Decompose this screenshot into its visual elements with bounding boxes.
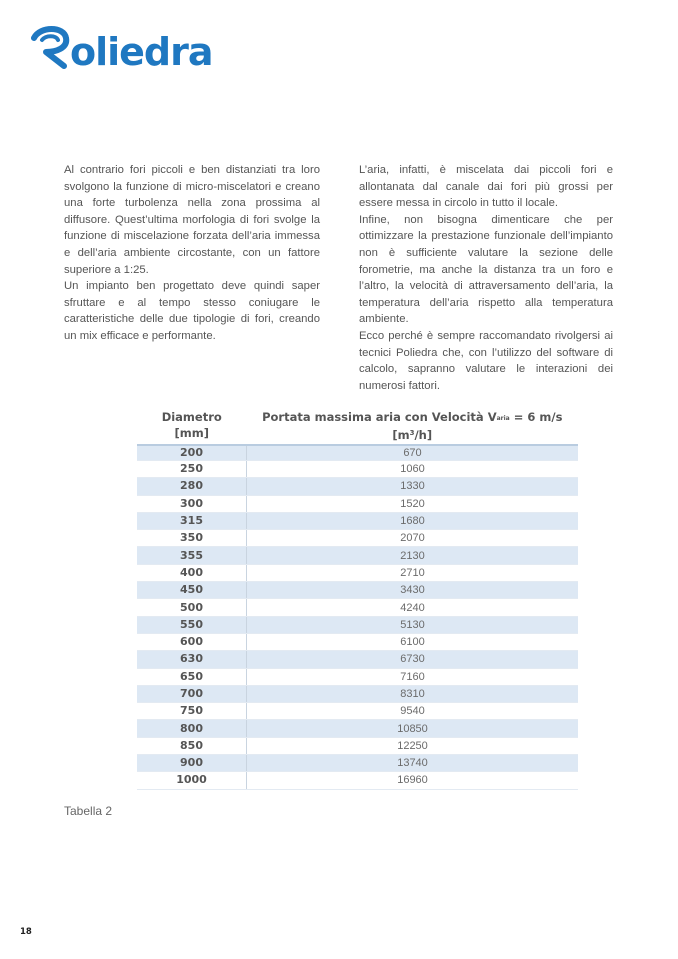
table-row (137, 633, 578, 650)
table-row (137, 651, 578, 668)
table-row (137, 445, 578, 461)
diametro-cell: 900 (137, 755, 247, 772)
portata-cell: 1330 (247, 478, 579, 495)
diametro-cell: 550 (137, 616, 247, 633)
table-row (137, 530, 578, 547)
portata-cell: 12250 (247, 737, 579, 754)
paragraph: Un impianto ben progettato deve quindi saper sfruttare e al tempo stesso coniugare le caratteristiche delle due tipologie di fori, creando un mix efficace e performante. (64, 280, 320, 342)
diametro-cell: 200 (137, 445, 247, 461)
table-row (137, 737, 578, 754)
table-row (137, 755, 578, 772)
portata-cell: 7160 (247, 668, 579, 685)
paragraph: Al contrario fori piccoli e ben distanziati tra loro svolgono la funzione di micro-miscelatori e creano una forte turbolenza nella zona prossima al diffusore. Quest’ultima morfologia di fori svolge la funzione di miscelazione forzata dell’aria immessa e dell’aria ambiente circostante, con un fattore superiore a 1:25. (64, 164, 320, 276)
airflow-table (137, 410, 578, 790)
table-row (137, 720, 578, 737)
table-row (137, 599, 578, 616)
table-row (137, 685, 578, 702)
header-diametro-unit: [mm] (174, 426, 209, 440)
portata-cell: 8310 (247, 685, 579, 702)
header-portata: Portata massima aria con Velocità $V_{aria} = 6$ m/s (262, 410, 563, 424)
diametro-cell: 630 (137, 651, 247, 668)
left-text-column (64, 162, 320, 345)
diametro-cell: 450 (137, 582, 247, 599)
table-row (137, 478, 578, 495)
portata-cell: 1520 (247, 495, 579, 512)
diametro-cell: 300 (137, 495, 247, 512)
table-row (137, 495, 578, 512)
table-row (137, 564, 578, 581)
portata-cell: 670 (247, 445, 579, 461)
portata-cell: 3430 (247, 582, 579, 599)
page-number: 18 (20, 927, 32, 937)
table-row (137, 547, 578, 564)
diametro-cell: 350 (137, 530, 247, 547)
svg-text:oliedra: oliedra (70, 30, 213, 70)
table-row (137, 668, 578, 685)
table-row (137, 703, 578, 720)
paragraph: Ecco perché è sempre raccomandato rivolgersi ai tecnici Poliedra che, con l’utilizzo del software di calcolo, sapranno valutare le interazioni dei numerosi fattori. (359, 329, 613, 392)
diametro-cell: 600 (137, 633, 247, 650)
diametro-cell: 355 (137, 547, 247, 564)
diametro-cell: 250 (137, 461, 247, 478)
paragraph: Infine, non bisogna dimenticare che per ottimizzare la prestazione funzionale dell’impianto non è sufficiente valutare la sezione delle forometrie, ma anche la distanza tra un foro e l’altro, la velocità di attraversamento dell’aria, la temperatura dell’aria rispetto alla temperatura ambiente. (359, 213, 613, 326)
brand-logo (30, 22, 220, 70)
diametro-cell: 315 (137, 512, 247, 529)
header-diametro: Diametro (161, 410, 222, 424)
portata-cell: 1680 (247, 512, 579, 529)
diametro-cell: 750 (137, 703, 247, 720)
portata-cell: 6730 (247, 651, 579, 668)
portata-cell: 2070 (247, 530, 579, 547)
portata-cell: 6100 (247, 633, 579, 650)
header-portata-unit: $[m^3/h]$ (392, 428, 433, 442)
portata-cell: 16960 (247, 772, 579, 789)
table-row (137, 772, 578, 789)
portata-cell: 1060 (247, 461, 579, 478)
table-header-row (137, 410, 578, 426)
diametro-cell: 500 (137, 599, 247, 616)
table-header-units-row (137, 426, 578, 445)
diametro-cell: 650 (137, 668, 247, 685)
table-caption: Tabella 2 (64, 804, 113, 818)
table-row (137, 582, 578, 599)
portata-cell: 2710 (247, 564, 579, 581)
portata-cell: 9540 (247, 703, 579, 720)
portata-cell: 13740 (247, 755, 579, 772)
table-row (137, 616, 578, 633)
diametro-cell: 1000 (137, 772, 247, 789)
paragraph: L’aria, infatti, è miscelata dai piccoli fori e allontanata dal canale dai fori più grossi per essere messa in circolo in tutto il locale. (359, 164, 613, 210)
portata-cell: 10850 (247, 720, 579, 737)
diametro-cell: 850 (137, 737, 247, 754)
diametro-cell: 400 (137, 564, 247, 581)
portata-cell: 5130 (247, 616, 579, 633)
portata-cell: 2130 (247, 547, 579, 564)
portata-cell: 4240 (247, 599, 579, 616)
diametro-cell: 280 (137, 478, 247, 495)
table-row (137, 512, 578, 529)
roliedra-logo-icon (30, 22, 220, 70)
table-row (137, 461, 578, 478)
diametro-cell: 800 (137, 720, 247, 737)
right-text-column (359, 162, 613, 394)
diametro-cell: 700 (137, 685, 247, 702)
